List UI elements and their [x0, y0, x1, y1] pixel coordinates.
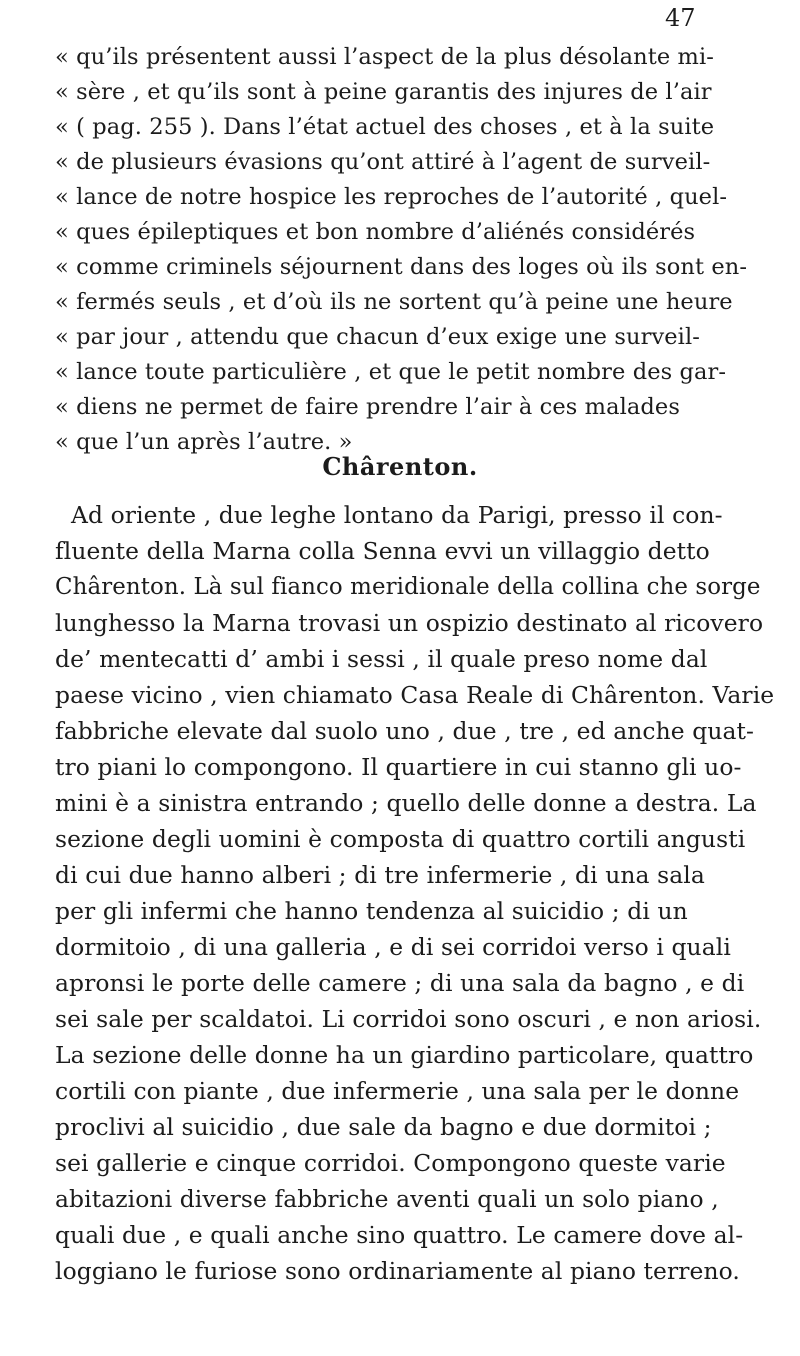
body-line: tro piani lo compongono. Il quartiere in cui stanno gli uo-: [55, 753, 742, 781]
body-line: dormitoio , di una galleria , e di sei corridoi verso i quali: [55, 933, 731, 961]
quote-line: « que l’un après l’autre. »: [55, 429, 353, 455]
body-paragraph: [55, 497, 775, 1289]
quote-line: « sère , et qu’ils sont à peine garantis des injures de l’air: [55, 79, 712, 105]
body-line: abitazioni diverse fabbriche aventi quali un solo piano ,: [55, 1185, 719, 1213]
body-line: fluente della Marna colla Senna evvi un villaggio detto: [55, 537, 710, 565]
body-line: paese vicino , vien chiamato Casa Reale di Chârenton. Varie: [55, 681, 775, 709]
quote-line: « comme criminels séjournent dans des loges où ils sont en-: [55, 254, 748, 280]
body-line: lunghesso la Marna trovasi un ospizio destinato al ricovero: [55, 609, 764, 637]
body-line: quali due , e quali anche sino quattro. Le camere dove al-: [55, 1221, 744, 1249]
body-line: di cui due hanno alberi ; di tre infermerie , di una sala: [55, 861, 705, 889]
body-line: La sezione delle donne ha un giardino particolare, quattro: [55, 1041, 754, 1069]
body-line: loggiano le furiose sono ordinariamente al piano terreno.: [55, 1257, 740, 1285]
body-line: mini è a sinistra entrando ; quello delle donne a destra. La: [55, 789, 757, 817]
body-line: proclivi al suicidio , due sale da bagno e due dormitoi ;: [55, 1113, 712, 1141]
quote-line: « ques épileptiques et bon nombre d’aliénés considérés: [55, 219, 696, 245]
body-line: de’ mentecatti d’ ambi i sessi , il quale preso nome dal: [55, 645, 708, 673]
body-line: Chârenton. Là sul fianco meridionale della collina che sorge: [55, 574, 761, 600]
body-line: per gli infermi che hanno tendenza al suicidio ; di un: [55, 897, 688, 925]
body-line: fabbriche elevate dal suolo uno , due , tre , ed anche quat-: [55, 717, 755, 745]
body-line: apronsi le porte delle camere ; di una sala da bagno , e di: [55, 969, 745, 997]
quote-line: « qu’ils présentent aussi l’aspect de la plus désolante mi-: [55, 44, 714, 70]
quote-line: « ( pag. 255 ). Dans l’état actuel des choses , et à la suite: [55, 114, 715, 140]
page-number: 47: [665, 4, 696, 32]
quote-line: « lance toute particulière , et que le petit nombre des gar-: [55, 359, 727, 385]
body-line: sei gallerie e cinque corridoi. Compongono queste varie: [55, 1149, 726, 1177]
section-heading: Chârenton.: [322, 452, 478, 481]
body-line: sezione degli uomini è composta di quattro cortili angusti: [55, 825, 746, 853]
quote-line: « lance de notre hospice les reproches de l’autorité , quel-: [55, 184, 728, 210]
quote-line: « diens ne permet de faire prendre l’air à ces malades: [55, 394, 680, 420]
quoted-passage: [55, 40, 775, 460]
quote-line: « par jour , attendu que chacun d’eux exige une surveil-: [55, 324, 700, 350]
body-line: Ad oriente , due leghe lontano da Parigi, presso il con-: [71, 501, 723, 529]
body-line: sei sale per scaldatoi. Li corridoi sono oscuri , e non ariosi.: [55, 1005, 762, 1033]
quote-line: « de plusieurs évasions qu’ont attiré à l’agent de surveil-: [55, 149, 711, 175]
quote-line: « fermés seuls , et d’où ils ne sortent qu’à peine une heure: [55, 289, 733, 315]
body-line: cortili con piante , due infermerie , una sala per le donne: [55, 1077, 740, 1105]
